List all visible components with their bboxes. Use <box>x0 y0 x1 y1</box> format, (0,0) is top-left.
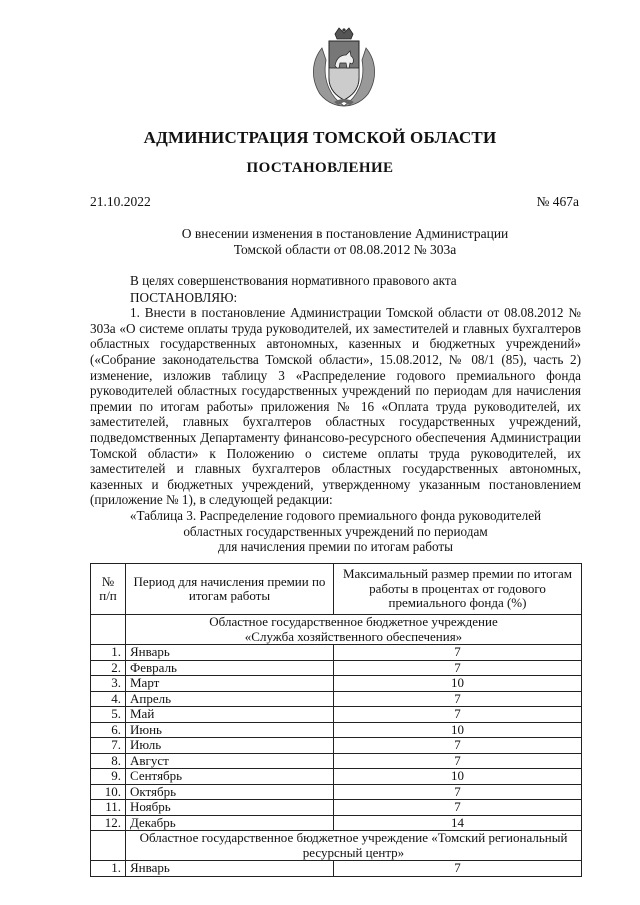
group-row <box>91 615 582 645</box>
table-row <box>91 784 582 800</box>
premium-table <box>90 563 582 877</box>
coat-of-arms-icon <box>304 26 384 108</box>
row-value: 7 <box>334 753 582 769</box>
row-value: 7 <box>334 691 582 707</box>
table-title-line: для начисления премии по итогам работы <box>217 539 454 555</box>
row-value: 7 <box>334 738 582 754</box>
document-date: 21.10.2022 <box>90 194 151 209</box>
group-title <box>126 615 582 645</box>
table-row <box>91 676 582 692</box>
document-body <box>90 273 581 555</box>
row-value: 7 <box>334 861 582 877</box>
table-row <box>91 800 582 816</box>
row-period: Январь <box>126 645 334 661</box>
row-period: Сентябрь <box>126 769 334 785</box>
row-value: 14 <box>334 815 582 831</box>
table-row <box>91 738 582 754</box>
row-value: 10 <box>334 769 582 785</box>
table-row <box>91 660 582 676</box>
intro-text: В целях совершенствования нормативного правового акта <box>130 273 457 288</box>
group-title <box>126 831 582 861</box>
document-subject <box>120 226 570 258</box>
row-value: 10 <box>334 722 582 738</box>
row-period: Ноябрь <box>126 800 334 816</box>
table-row <box>91 861 582 877</box>
group-row <box>91 831 582 861</box>
row-period: Июль <box>126 738 334 754</box>
row-number: 1. <box>91 645 126 661</box>
group-title-line: «Служба хозяйственного обеспечения» <box>244 628 463 644</box>
row-number: 11. <box>91 800 126 816</box>
row-number: 10. <box>91 784 126 800</box>
table-row <box>91 722 582 738</box>
table-title-line: «Таблица 3. Распределение годового премиального фонда руководителей <box>129 507 542 523</box>
paragraph-1: 1. Внести в постановление Администрации Томской области от 08.08.2012 № 303а «О системе оплаты труда руководителей, их заместителей и главных бухгалтеров областных государственных автономных, казенных и бюджетных учреждений» («Собрание законодательства Томской области», 15.08.2012, № 08/1 (85), часть 2) изменение, изложив таблицу 3 «Распределение годового премиального фонда руководителей областных государственных учреждений по периодам для начисления премии по итогам работы» приложения № 16 «Оплата труда руководителей, их заместителей, главных бухгалтеров областных государственных учреждений, подведомственных Департаменту финансово-ресурсного обеспечения Администрации Томской области» к Положению о системе оплаты труда руководителей, их заместителей и главных бухгалтеров областных государственных автономных, казенных и бюджетных учреждений, утвержденному указанным постановлением (приложение № 1), в следующей редакции: <box>90 305 581 508</box>
group-title-line: Областное государственное бюджетное учреждение <box>209 614 498 629</box>
table-row <box>91 769 582 785</box>
row-number: 9. <box>91 769 126 785</box>
organization-title: АДМИНИСТРАЦИЯ ТОМСКОЙ ОБЛАСТИ <box>143 128 497 147</box>
table-row <box>91 645 582 661</box>
row-period: Октябрь <box>126 784 334 800</box>
row-period: Декабрь <box>126 815 334 831</box>
document-type: ПОСТАНОВЛЕНИЕ <box>246 160 394 176</box>
row-period: Март <box>126 676 334 692</box>
row-number: 1. <box>91 861 126 877</box>
row-period: Январь <box>126 861 334 877</box>
table-row <box>91 815 582 831</box>
row-number: 2. <box>91 660 126 676</box>
row-value: 7 <box>334 660 582 676</box>
row-number: 6. <box>91 722 126 738</box>
row-period: Февраль <box>126 660 334 676</box>
subject-line: Томской области от 08.08.2012 № 303а <box>233 242 457 257</box>
row-number: 3. <box>91 676 126 692</box>
table-title-line: областных государственных учреждений по периодам <box>183 523 488 539</box>
row-value: 7 <box>334 800 582 816</box>
table-row <box>91 691 582 707</box>
row-value: 7 <box>334 645 582 661</box>
row-period: Май <box>126 707 334 723</box>
header-num: № п/п <box>91 564 126 615</box>
group-empty-cell <box>91 831 126 861</box>
row-number: 12. <box>91 815 126 831</box>
row-number: 4. <box>91 691 126 707</box>
row-number: 5. <box>91 707 126 723</box>
header-period: Период для начисления премии по итогам работы <box>126 564 334 615</box>
row-period: Август <box>126 753 334 769</box>
row-period: Апрель <box>126 691 334 707</box>
row-value: 7 <box>334 707 582 723</box>
row-number: 7. <box>91 738 126 754</box>
document-number: № 467а <box>536 194 579 209</box>
group-title-line: Областное государственное бюджетное учреждение «Томский региональный <box>139 830 568 845</box>
group-empty-cell <box>91 615 126 645</box>
row-value: 7 <box>334 784 582 800</box>
table-header-row <box>91 564 582 615</box>
row-value: 10 <box>334 676 582 692</box>
decree-word: ПОСТАНОВЛЯЮ: <box>130 289 238 305</box>
group-title-line: ресурсный центр» <box>302 844 405 860</box>
table-row <box>91 707 582 723</box>
row-number: 8. <box>91 753 126 769</box>
subject-line: О внесении изменения в постановление Администрации <box>181 226 509 241</box>
header-max: Максимальный размер премии по итогам работы в процентах от годового премиального фонда (%) <box>334 564 582 615</box>
row-period: Июнь <box>126 722 334 738</box>
table-row <box>91 753 582 769</box>
